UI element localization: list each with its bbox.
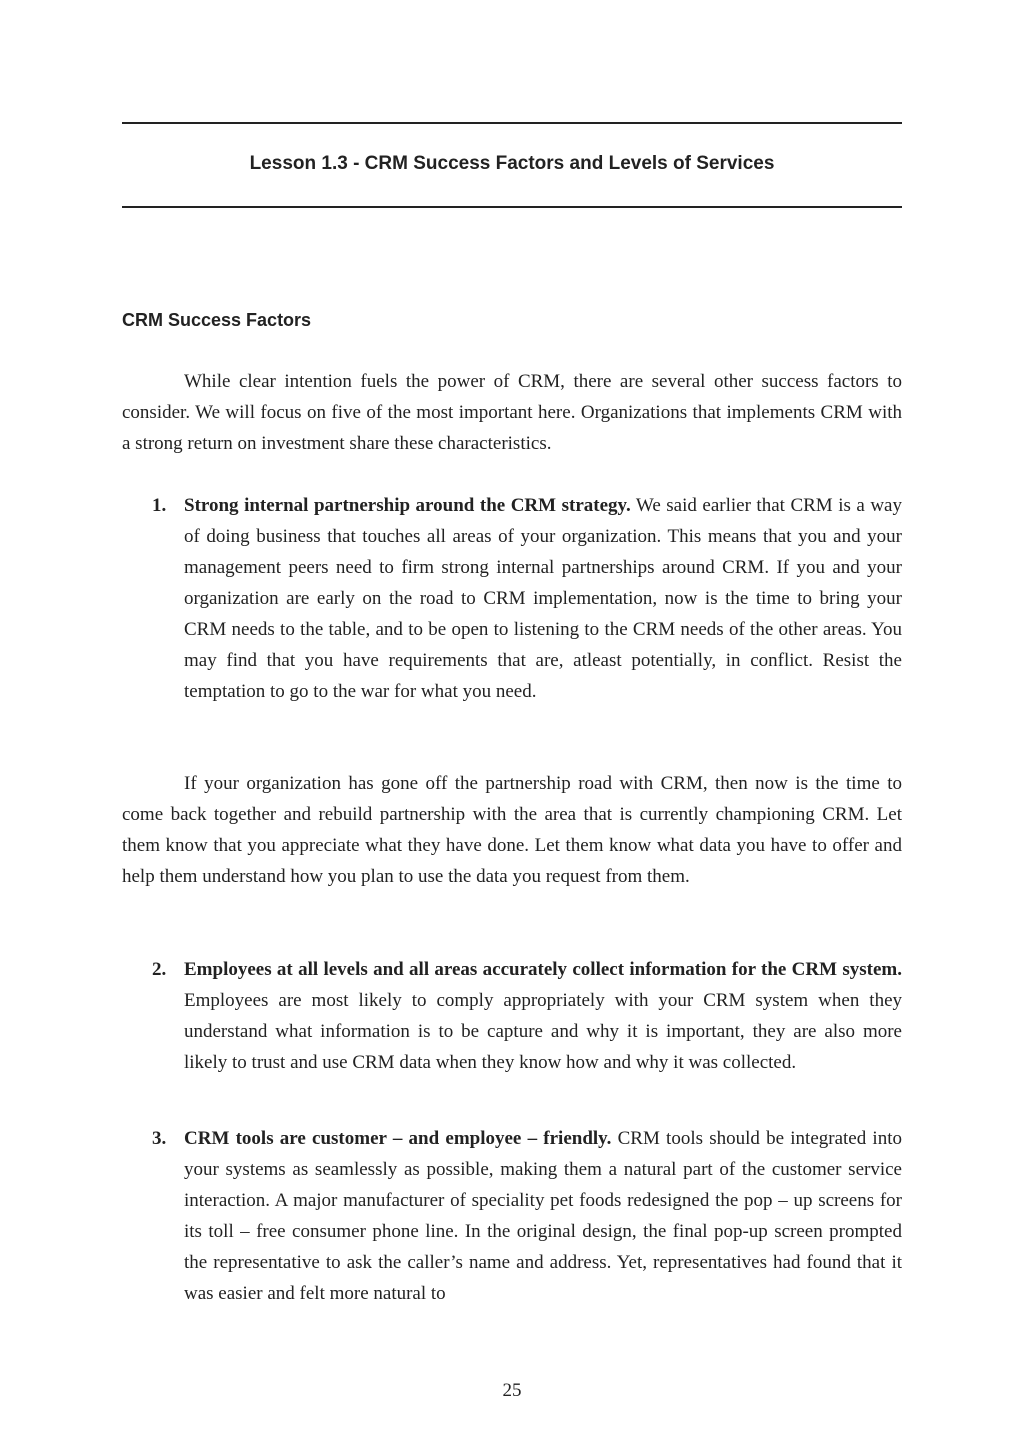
list-item-number: 1. xyxy=(152,495,167,516)
list-item-lead: Strong internal partnership around the CRM strategy. xyxy=(184,495,631,516)
list-item xyxy=(122,954,902,1078)
section-heading: CRM Success Factors xyxy=(122,310,312,330)
page-number: 25 xyxy=(502,1380,522,1401)
list-item-number: 3. xyxy=(152,1128,167,1149)
list-item-body: Employees are most likely to comply appropriately with your CRM system when they understand what information is to be capture and why it is important, they are also more likely to trust and use CRM data when they know how and why it was collected. xyxy=(184,990,902,1073)
intro-paragraph: While clear intention fuels the power of CRM, there are several other success factors to consider. We will focus on five of the most important here. Organizations that implements CRM with a strong return on investment share these characteristics. xyxy=(122,371,902,454)
list-item xyxy=(122,490,902,707)
lesson-title: Lesson 1.3 - CRM Success Factors and Levels of Services xyxy=(249,153,775,174)
partnership-paragraph: If your organization has gone off the partnership road with CRM, then now is the time to come back together and rebuild partnership with the area that is currently championing CRM. Let them know that you appreciate what they have done. Let them know what data you have to offer and help them understand how you plan to use the data you request from them. xyxy=(122,773,902,887)
list-item xyxy=(122,1123,902,1309)
header-top-rule xyxy=(122,122,902,124)
list-item-lead: CRM tools are customer – and employee – friendly. xyxy=(184,1128,612,1149)
list-item-body: We said earlier that CRM is a way of doing business that touches all areas of your organization. This means that you and your management peers need to firm strong internal partnerships around CRM. If you and your organization are early on the road to CRM implementation, now is the time to bring your CRM needs to the table, and to be open to listening to the CRM needs of the other areas. You may find that you have requirements that are, atleast potentially, in conflict. Resist the temptation to go to the war for what you need. xyxy=(184,495,902,702)
list-item-body: CRM tools should be integrated into your systems as seamlessly as possible, making them a natural part of the customer service interaction. A major manufacturer of speciality pet foods redesigned the pop – up screens for its toll – free consumer phone line. In the original design, the final pop-up screen prompted the representative to ask the caller’s name and address. Yet, representatives had found that it was easier and felt more natural to xyxy=(184,1128,902,1304)
list-item-number: 2. xyxy=(152,959,167,980)
list-item-text xyxy=(184,1123,902,1309)
list-item-text xyxy=(184,490,902,707)
list-item-text xyxy=(184,954,902,1078)
header-bottom-rule xyxy=(122,206,902,208)
list-item-lead: Employees at all levels and all areas accurately collect information for the CRM system. xyxy=(184,959,902,980)
